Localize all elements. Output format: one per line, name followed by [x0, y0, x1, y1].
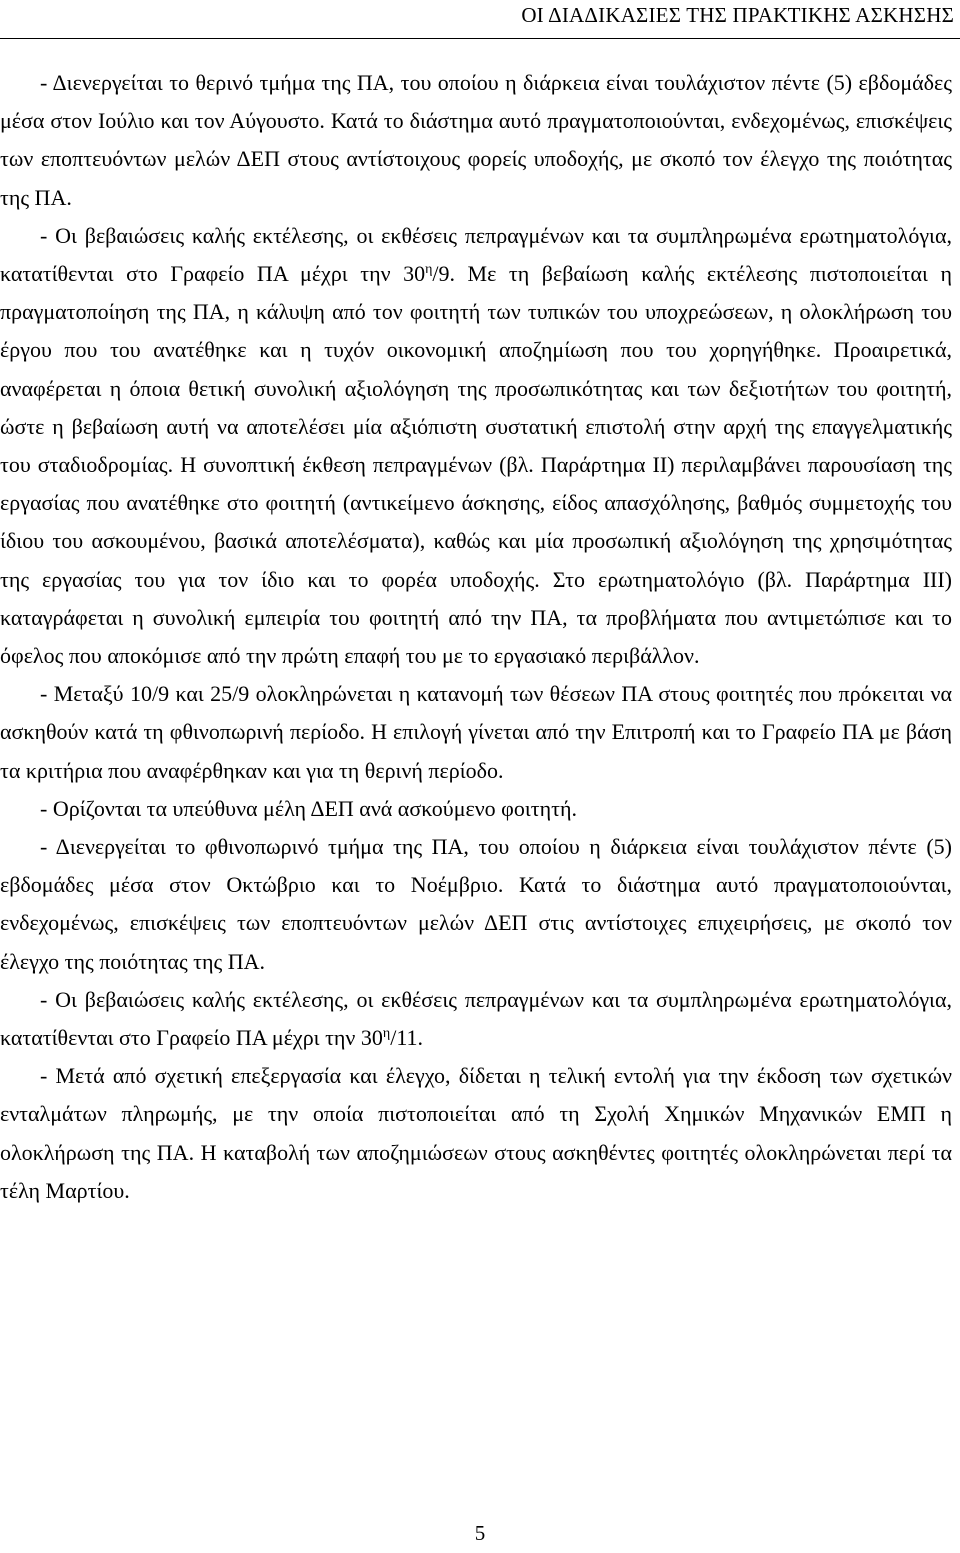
paragraph-payment: - Μετά από σχετική επεξεργασία και έλεγχο, δίδεται η τελική εντολή για την έκδοση των σχετικών ενταλμάτων πληρωμής, με την οποία πιστοποιείται από τη Σχολή Χημικών Μηχανικών ΕΜΠ η ολοκλήρωση της ΠΑ. Η καταβολή των αποζημιώσεων στους ασκηθέντες φοιτητές ολοκληρώνεται περί τα τέλη Μαρτίου.	[0, 1063, 952, 1203]
paragraph-autumn-certificates	[0, 981, 952, 1057]
paragraph-text: /9. Με τη βεβαίωση καλής εκτέλεσης πιστοποιείται η πραγματοποίηση της ΠΑ, η κάλυψη από τον φοιτητή των τυπικών του υποχρεώσεων, η ολοκλήρωση του έργου που του ανατέθηκε και η τυχόν οικονομική αποζημίωση που του χορηγήθηκε. Προαιρετικά, αναφέρεται η όποια θετική συνολική αξιολόγηση της προσωπικότητας και των δεξιοτήτων του φοιτητή, ώστε η βεβαίωση αυτή να αποτελέσει μία αξιόπιστη συστατική επιστολή στην αρχή της επαγγελματικής του σταδιοδρομίας. Η συνοπτική έκθεση πεπραγμένων (βλ. Παράρτημα ΙΙ) περιλαμβάνει παρουσίαση της εργασίας που ανατέθηκε στο φοιτητή (αντικείμενο άσκησης, είδος απασχόλησης, βαθμός συμμετοχής του ίδιου του ασκουμένου, βασικά αποτελέσματα), καθώς και μία προσωπική αξιολόγηση της χρησιμότητας της εργασίας του για τον ίδιο και το φορέα υποδοχής. Στο ερωτηματολόγιο (βλ. Παράρτημα ΙΙΙ) καταγράφεται η συνολική εμπειρία του φοιτητή από την ΠΑ, τα προβλήματα που αντιμετώπισε και το όφελος που αποκόμισε από την πρώτη επαφή του με το εργασιακό περιβάλλον.	[0, 261, 952, 669]
paragraph-autumn-term: - Διενεργείται το φθινοπωρινό τμήμα της ΠΑ, του οποίου η διάρκεια είναι τουλάχιστον πέντε (5) εβδομάδες μέσα στον Οκτώβριο και το Νοέμβριο. Κατά το διάστημα αυτό πραγματοποιούνται, ενδεχομένως, επισκέψεις των εποπτευόντων μελών ΔΕΠ στις αντίστοιχες επιχειρήσεις, με σκοπό τον έλεγχο της ποιότητας της ΠΑ.	[0, 834, 952, 974]
ordinal-superscript: η	[382, 1026, 391, 1042]
header-rule	[0, 38, 960, 39]
paragraph-autumn-allocation: - Μεταξύ 10/9 και 25/9 ολοκληρώνεται η κατανομή των θέσεων ΠΑ στους φοιτητές που πρόκειται να ασκηθούν κατά τη φθινοπωρινή περίοδο. Η επιλογή γίνεται από την Επιτροπή και το Γραφείο ΠΑ με βάση τα κριτήρια που αναφέρθηκαν και για τη θερινή περίοδο.	[0, 681, 952, 783]
running-header: ΟΙ ΔΙΑΔΙΚΑΣΙΕΣ ΤΗΣ ΠΡΑΚΤΙΚΗΣ ΑΣΚΗΣΗΣ	[521, 3, 954, 27]
page-number: 5	[474, 1521, 486, 1545]
paragraph-text: /11.	[390, 1025, 424, 1051]
paragraph-summer-certificates	[0, 217, 952, 675]
paragraph-summer-term: - Διενεργείται το θερινό τμήμα της ΠΑ, του οποίου η διάρκεια είναι τουλάχιστον πέντε (5) εβδομάδες μέσα στον Ιούλιο και τον Αύγουστο. Κατά το διάστημα αυτό πραγματοποιούνται, ενδεχομένως, επισκέψεις των εποπτευόντων μελών ΔΕΠ στους αντίστοιχους φορείς υποδοχής, με σκοπό τον έλεγχο της ποιότητας της ΠΑ.	[0, 70, 952, 210]
body-text	[0, 64, 952, 1210]
paragraph-text: - Οι βεβαιώσεις καλής εκτέλεσης, οι εκθέσεις πεπραγμένων και τα συμπληρωμένα ερωτηματολόγια, κατατίθενται στο Γραφείο ΠΑ μέχρι την 30	[0, 222, 952, 287]
ordinal-superscript: η	[425, 262, 433, 278]
paragraph-text: - Οι βεβαιώσεις καλής εκτέλεσης, οι εκθέσεις πεπραγμένων και τα συμπληρωμένα ερωτηματολόγια, κατατίθενται στο Γραφείο ΠΑ μέχρι την 30	[0, 986, 952, 1051]
paragraph-supervisors: - Ορίζονται τα υπεύθυνα μέλη ΔΕΠ ανά ασκούμενο φοιτητή.	[40, 795, 577, 821]
